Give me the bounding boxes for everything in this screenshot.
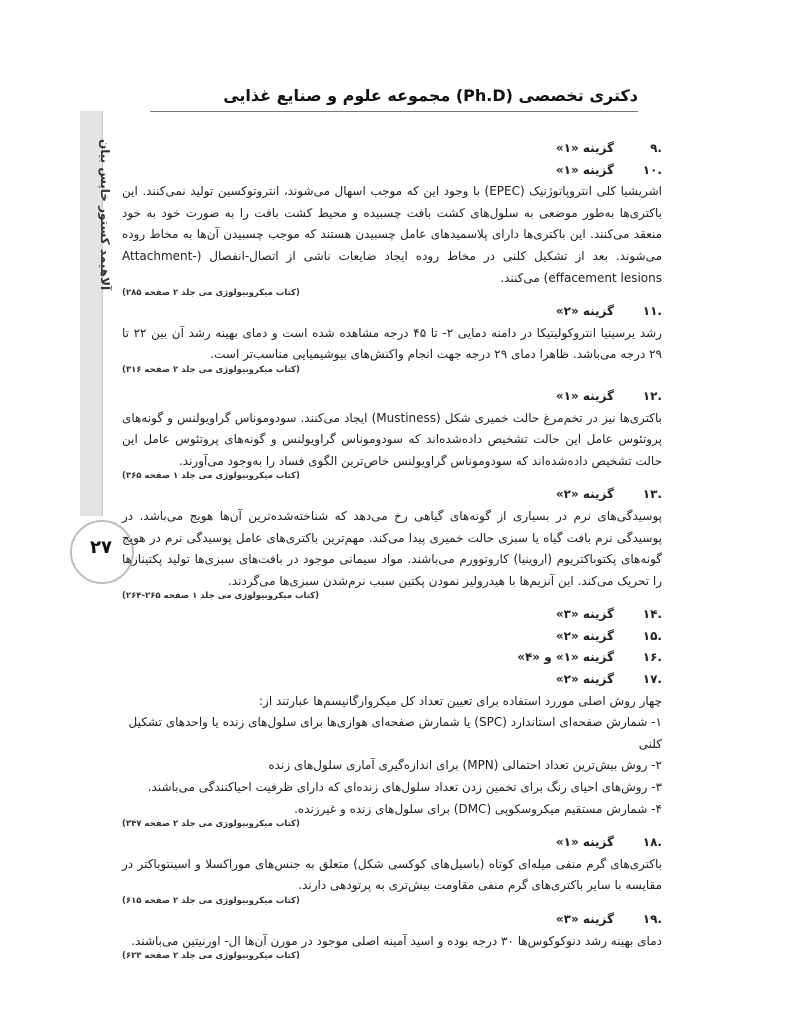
question-item: [122, 484, 662, 506]
question-number: ۱۵.: [642, 628, 662, 643]
answer-choice: گزینه «۱»: [555, 835, 614, 850]
reference-citation: (کتاب میکروبیولوژی می جلد ۱ صفحه ۲۶۵-۲۶۴): [122, 591, 319, 602]
question-item: [122, 832, 662, 854]
question-number: ۱۶.: [642, 650, 662, 665]
question-item: [122, 626, 662, 648]
question-number: ۱۴.: [642, 607, 662, 622]
explanation-text: باکتری‌های گرم منفی میله‌ای کوتاه (باسیل‌های کوکسی شکل) متعلق به جنس‌های موراکسلا و اسینتوباکتر در مقایسه با سایر باکتری‌های گرم منفی مقاومت بیش‌تری به پرتودهی دارند.: [122, 856, 662, 893]
header-divider: [150, 111, 638, 112]
explanation-text: اشریشیا کلی انتروپاتوژنیک (EPEC) با وجود این که موجب اسهال می‌شوند، انتروتوکسین تولید نمی‌کنند. این باکتری‌ها به‌طور موضعی به سلول‌های کشت بافت چسبیده و محیط کشت بافت را به صورت خود به خود منعقد می‌کنند. این باکتری‌ها دارای پلاسمیدهای عامل چسبیدن هستند که موجب چسبیدن آن‌ها به مخاط روده می‌شوند. بعد از تشکیل کلنی در مخاط روده ایجاد ضایعات ناشی از اتصال-انفصال (-Attachment effacement lesions) می‌کنند.: [122, 184, 662, 285]
answer-list: [122, 138, 662, 964]
reference-citation: (کتاب میکروبیولوژی می جلد ۲ صفحه ۶۱۵): [122, 896, 300, 906]
answer-choice: گزینه «۱» و «۴»: [517, 650, 614, 665]
question-number: ۱۲.: [642, 388, 662, 403]
reference-citation: (کتاب میکروبیولوژی می جلد ۱ صفحه ۳۶۵): [122, 471, 300, 482]
answer-choice: گزینه «۱»: [555, 141, 614, 155]
reference-citation: (کتاب میکروبیولوژی می جلد ۲ صفحه ۶۲۳): [122, 951, 300, 962]
answer-choice: گزینه «۳»: [555, 912, 614, 926]
page-number: ۲۷: [90, 537, 112, 558]
question-number: ۱۳.: [642, 487, 662, 502]
side-tab-text: آلاهیمد کستور خاپس بیان: [98, 138, 112, 290]
question-number: ۱۹.: [642, 912, 662, 926]
question-number: ۱۸.: [642, 835, 662, 850]
question-number: ۱۰.: [642, 162, 662, 177]
question-item: [122, 647, 662, 669]
reference-citation: (کتاب میکروبیولوژی می جلد ۲ صفحه ۳۴۷): [122, 819, 300, 830]
reference-citation: (کتاب میکروبیولوژی می جلد ۲ صفحه ۳۱۶): [122, 364, 300, 375]
question-number: ۱۱.: [642, 304, 662, 319]
answer-choice: گزینه «۲»: [555, 628, 614, 643]
answer-choice: گزینه «۳»: [555, 607, 614, 622]
reference-citation: (کتاب میکروبیولوژی می جلد ۲ صفحه ۲۸۵): [122, 288, 300, 299]
method-list-item: ۱- شمارش صفحه‌ای استاندارد (SPC) یا شمارش صفحه‌ای هوازی‌ها برای سلول‌های زنده یا واحدهای تشکیل کلنی: [128, 715, 662, 751]
question-item: [122, 669, 662, 691]
spacer: [122, 378, 662, 386]
method-list-item: ۲- روش بیش‌ترین تعداد احتمالی (MPN) برای اندازه‌گیری آماری سلول‌های زنده: [268, 758, 662, 773]
answer-choice: گزینه «۲»: [555, 487, 614, 502]
question-number: ۱۷.: [642, 672, 662, 687]
page-header-title: دکتری تخصصی (Ph.D) مجموعه علوم و صنایع غذایی: [223, 86, 638, 105]
question-number: ۹.: [650, 141, 662, 155]
answer-choice: گزینه «۱»: [555, 162, 614, 177]
answer-choice: گزینه «۲»: [555, 672, 614, 687]
answer-choice: گزینه «۱»: [555, 388, 614, 403]
explanation-text: باکتری‌ها نیز در تخم‌مرغ حالت خمیری شکل (Mustiness) ایجاد می‌کنند. سودوموناس گراویولنس و گونه‌های پروتئوس عامل این حالت تشخیص داده‌شده‌اند که سودوموناس گراویولنس و گونه‌های پروتئوس عامل این حالت تشخیص داده‌شده‌اند که سودوموناس گراویولنس خاص‌ترین الگوی فساد را به‌وجود می‌آورند.: [122, 410, 662, 468]
answer-choice: گزینه «۲»: [555, 304, 614, 319]
question-item: [122, 138, 662, 160]
explanation-text: پوسیدگی‌های نرم در بسیاری از گونه‌های گیاهی رخ می‌دهد که شناخته‌شده‌ترین آن‌ها هویج می‌باشد. در پوسیدگی نرم بافت گیاه یا سبزی حالت خمیری پیدا می‌کند. مهم‌ترین باکتری‌های عامل پوسیدگی نرم در هویج گونه‌های پکتوباکتریوم (اروینیا) کاروتوورم می‌باشند. مواد سیمانی موجود در بافت‌های سبزی‌ها تولید پکتینازها را تحریک می‌کند. این آنزیم‌ها با هیدرولیز نمودن پکتین سبب نرم‌شدن سبزی‌ها می‌گردند.: [122, 508, 662, 588]
question-item: [122, 386, 662, 408]
question-item: [122, 160, 662, 182]
explanation-text: دمای بهینه رشد دنوکوکوس‌ها ۳۰ درجه بوده و اسید آمینه اصلی موجود در مورن آن‌ها ال- اورنیتین می‌باشند.: [131, 933, 662, 948]
question-item: [122, 604, 662, 626]
explanation-text: چهار روش اصلی موررد استفاده برای تعیین تعداد کل میکروارگانیسم‌ها عبارتند از:: [258, 693, 662, 708]
question-item: [122, 301, 662, 323]
method-list-item: ۳- روش‌های احیای رنگ برای تخمین زدن تعداد سلول‌های زنده‌ای که دارای ظرفیت احیاکنندگی می‌باشند.: [147, 780, 662, 795]
question-item: [122, 909, 662, 931]
method-list-item: ۴- شمارش مستقیم میکروسکوپی (DMC) برای سلول‌های زنده و غیرزنده.: [294, 801, 662, 816]
explanation-text: رشد یرسینیا انتروکولیتیکا در دامنه دمایی ۲- تا ۴۵ درجه مشاهده شده است و دمای بهینه رشد آن بین ۲۲ تا ۲۹ درجه می‌باشد. ظاهرا دمای ۲۹ درجه جهت انجام واکنش‌های بیوشیمیایی مناسب‌تر است.: [122, 325, 662, 362]
